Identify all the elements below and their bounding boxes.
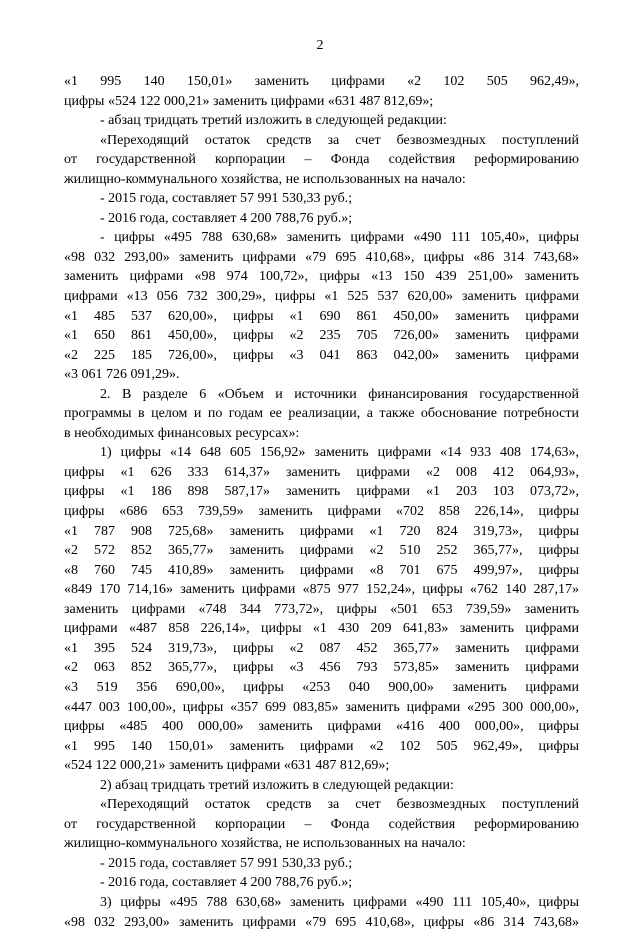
text-line: «1 395 524 319,73», цифры «2 087 452 365,77» заменить цифрами — [64, 640, 579, 656]
text-line: программы в целом и по годам ее реализации, а также обоснование потребности — [64, 406, 579, 422]
text-line: 2) абзац тридцать третий изложить в следующей редакции: — [100, 777, 454, 793]
text-line: «1 995 140 150,01» заменить цифрами «2 102 505 962,49», цифры — [64, 738, 579, 754]
text-line: «98 032 293,00» заменить цифрами «79 695 410,68», цифры «86 314 743,68» — [64, 914, 579, 930]
page-number: 2 — [316, 38, 324, 53]
text-line: «1 995 140 150,01» заменить цифрами «2 102 505 962,49», — [64, 74, 579, 89]
text-line: - 2016 года, составляет 4 200 788,76 руб.»; — [100, 210, 353, 226]
text-line: «524 122 000,21» заменить цифрами «631 487 812,69»; — [64, 758, 390, 774]
text-line: - 2015 года, составляет 57 991 530,33 руб.; — [100, 855, 353, 871]
text-line: 3) цифры «495 788 630,68» заменить цифрами «490 111 105,40», цифры — [100, 894, 579, 910]
text-line: 2. В разделе 6 «Объем и источники финансирования государственной — [100, 386, 579, 402]
text-line: заменить цифрами «748 344 773,72», цифры «501 653 739,59» заменить — [64, 601, 579, 617]
text-line: цифры «686 653 739,59» заменить цифрами «702 858 226,14», цифры — [64, 504, 579, 520]
text-line: жилищно-коммунального хозяйства, не использованных на начало: — [64, 171, 466, 187]
text-line: «Переходящий остаток средств за счет безвозмездных поступлений — [100, 797, 579, 813]
text-line: - 2015 года, составляет 57 991 530,33 руб.; — [100, 191, 353, 207]
text-line: цифры «524 122 000,21» заменить цифрами «631 487 812,69»; — [64, 93, 434, 109]
text-line: цифры «485 400 000,00» заменить цифрами «416 400 000,00», цифры — [64, 719, 579, 735]
text-line: «2 225 185 726,00», цифры «3 041 863 042,00» заменить цифрами — [64, 347, 579, 363]
text-line: цифры «1 626 333 614,37» заменить цифрами «2 008 412 064,93», — [64, 464, 579, 480]
text-line: - 2016 года, составляет 4 200 788,76 руб.»; — [100, 875, 353, 891]
text-line: «8 760 745 410,89» заменить цифрами «8 701 675 499,97», цифры — [64, 562, 579, 578]
text-line: «2 572 852 365,77» заменить цифрами «2 510 252 365,77», цифры — [64, 543, 579, 559]
document-body — [64, 72, 579, 932]
text-line: в необходимых финансовых ресурсах»: — [64, 425, 300, 441]
text-line: цифрами «13 056 732 300,29», цифры «1 525 537 620,00» заменить цифрами — [64, 289, 579, 305]
text-line: «447 003 100,00», цифры «357 699 083,85» заменить цифрами «295 300 000,00», — [64, 699, 579, 715]
text-line: «Переходящий остаток средств за счет безвозмездных поступлений — [100, 132, 579, 148]
text-line: жилищно-коммунального хозяйства, не использованных на начало: — [64, 836, 466, 852]
text-line: «3 519 356 690,00», цифры «253 040 900,00» заменить цифрами — [64, 679, 579, 695]
text-line: «1 485 537 620,00», цифры «1 690 861 450,00» заменить цифрами — [64, 308, 579, 324]
text-line: «3 061 726 091,29». — [64, 367, 180, 383]
text-line: цифрами «487 858 226,14», цифры «1 430 209 641,83» заменить цифрами — [64, 621, 579, 637]
text-line: - цифры «495 788 630,68» заменить цифрами «490 111 105,40», цифры — [100, 230, 579, 246]
text-line: «1 787 908 725,68» заменить цифрами «1 720 824 319,73», цифры — [64, 523, 579, 539]
text-line: заменить цифрами «98 974 100,72», цифры «13 150 439 251,00» заменить — [64, 269, 579, 285]
text-line: «849 170 714,16» заменить цифрами «875 977 152,24», цифры «762 140 287,17» — [64, 582, 579, 598]
text-line: «2 063 852 365,77», цифры «3 456 793 573,85» заменить цифрами — [64, 660, 579, 676]
text-line: - абзац тридцать третий изложить в следующей редакции: — [100, 113, 447, 129]
text-line: «98 032 293,00» заменить цифрами «79 695 410,68», цифры «86 314 743,68» — [64, 249, 579, 265]
text-line: от государственной корпорации – Фонда содействия реформированию — [64, 816, 579, 832]
text-line: от государственной корпорации – Фонда содействия реформированию — [64, 152, 579, 168]
text-line: «1 650 861 450,00», цифры «2 235 705 726,00» заменить цифрами — [64, 328, 579, 344]
text-line: 1) цифры «14 648 605 156,92» заменить цифрами «14 933 408 174,63», — [100, 445, 579, 461]
text-line: цифры «1 186 898 587,17» заменить цифрами «1 203 103 073,72», — [64, 484, 579, 500]
